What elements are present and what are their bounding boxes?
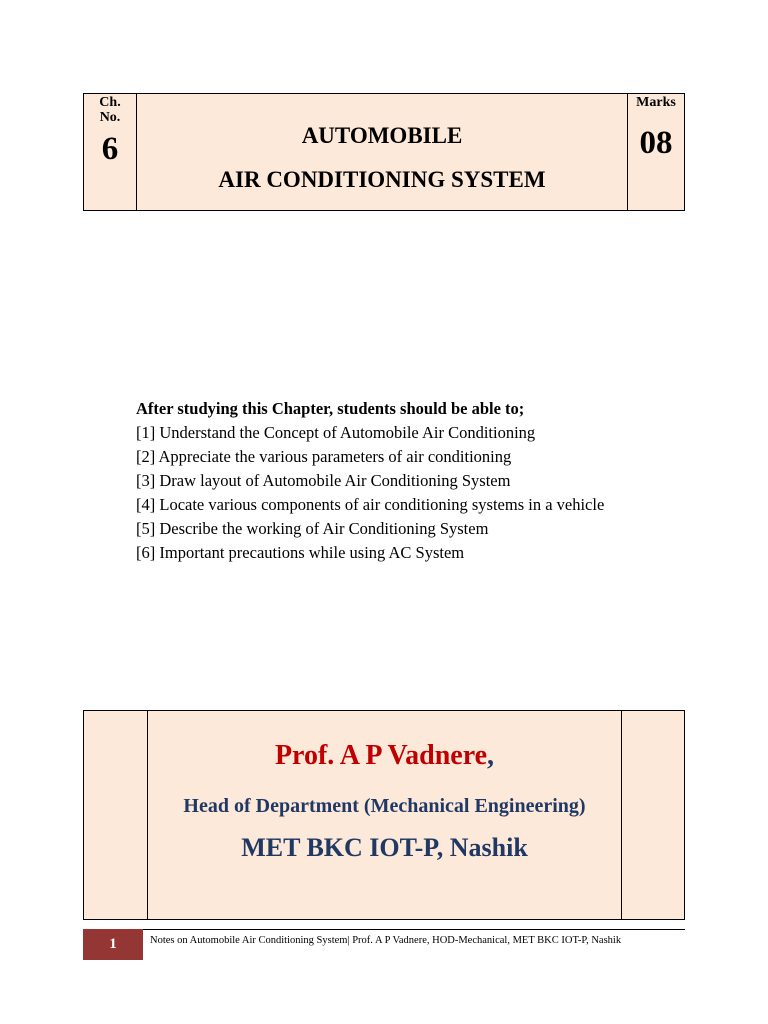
marks-cell (628, 94, 684, 210)
objectives-list (136, 421, 696, 565)
author-left-cell (84, 711, 148, 919)
author-name: Prof. A P Vadnere (274, 740, 488, 771)
author-name-comma: , (487, 740, 495, 771)
author-info-cell (148, 711, 622, 919)
chapter-title-cell (137, 94, 628, 210)
chapter-header-box (83, 93, 685, 211)
author-institute: MET BKC IOT-P, Nashik (241, 833, 528, 862)
objective-item: [6] Important precautions while using AC System (136, 543, 465, 562)
author-name-line (148, 739, 621, 773)
objective-item: [2] Appreciate the various parameters of air conditioning (136, 447, 512, 466)
footer-text: Notes on Automobile Air Conditioning System| Prof. A P Vadnere, HOD-Mechanical, MET BKC IOT-P, Nashik (150, 935, 622, 946)
objective-item: [5] Describe the working of Air Conditioning System (136, 519, 489, 538)
objectives-intro: After studying this Chapter, students should be able to; (136, 399, 525, 418)
objective-item: [4] Locate various components of air conditioning systems in a vehicle (136, 495, 605, 514)
objective-item: [3] Draw layout of Automobile Air Conditioning System (136, 471, 511, 490)
chapter-title-line2: AIR CONDITIONING SYSTEM (218, 167, 546, 192)
objective-item: [1] Understand the Concept of Automobile Air Conditioning (136, 423, 536, 442)
author-designation: Head of Department (Mechanical Engineering) (183, 795, 586, 817)
learning-objectives (136, 397, 696, 565)
author-box (83, 710, 685, 920)
footer-rule (83, 929, 685, 930)
author-right-cell (622, 711, 684, 919)
chapter-number: 6 (101, 131, 119, 167)
page-number-badge: 1 (83, 929, 143, 960)
chapter-title-line1: AUTOMOBILE (301, 123, 463, 148)
marks-label: Marks (636, 95, 676, 110)
chapter-number-cell (84, 94, 137, 210)
chapter-label: Ch. No. (99, 95, 121, 125)
marks-value: 08 (639, 125, 673, 161)
